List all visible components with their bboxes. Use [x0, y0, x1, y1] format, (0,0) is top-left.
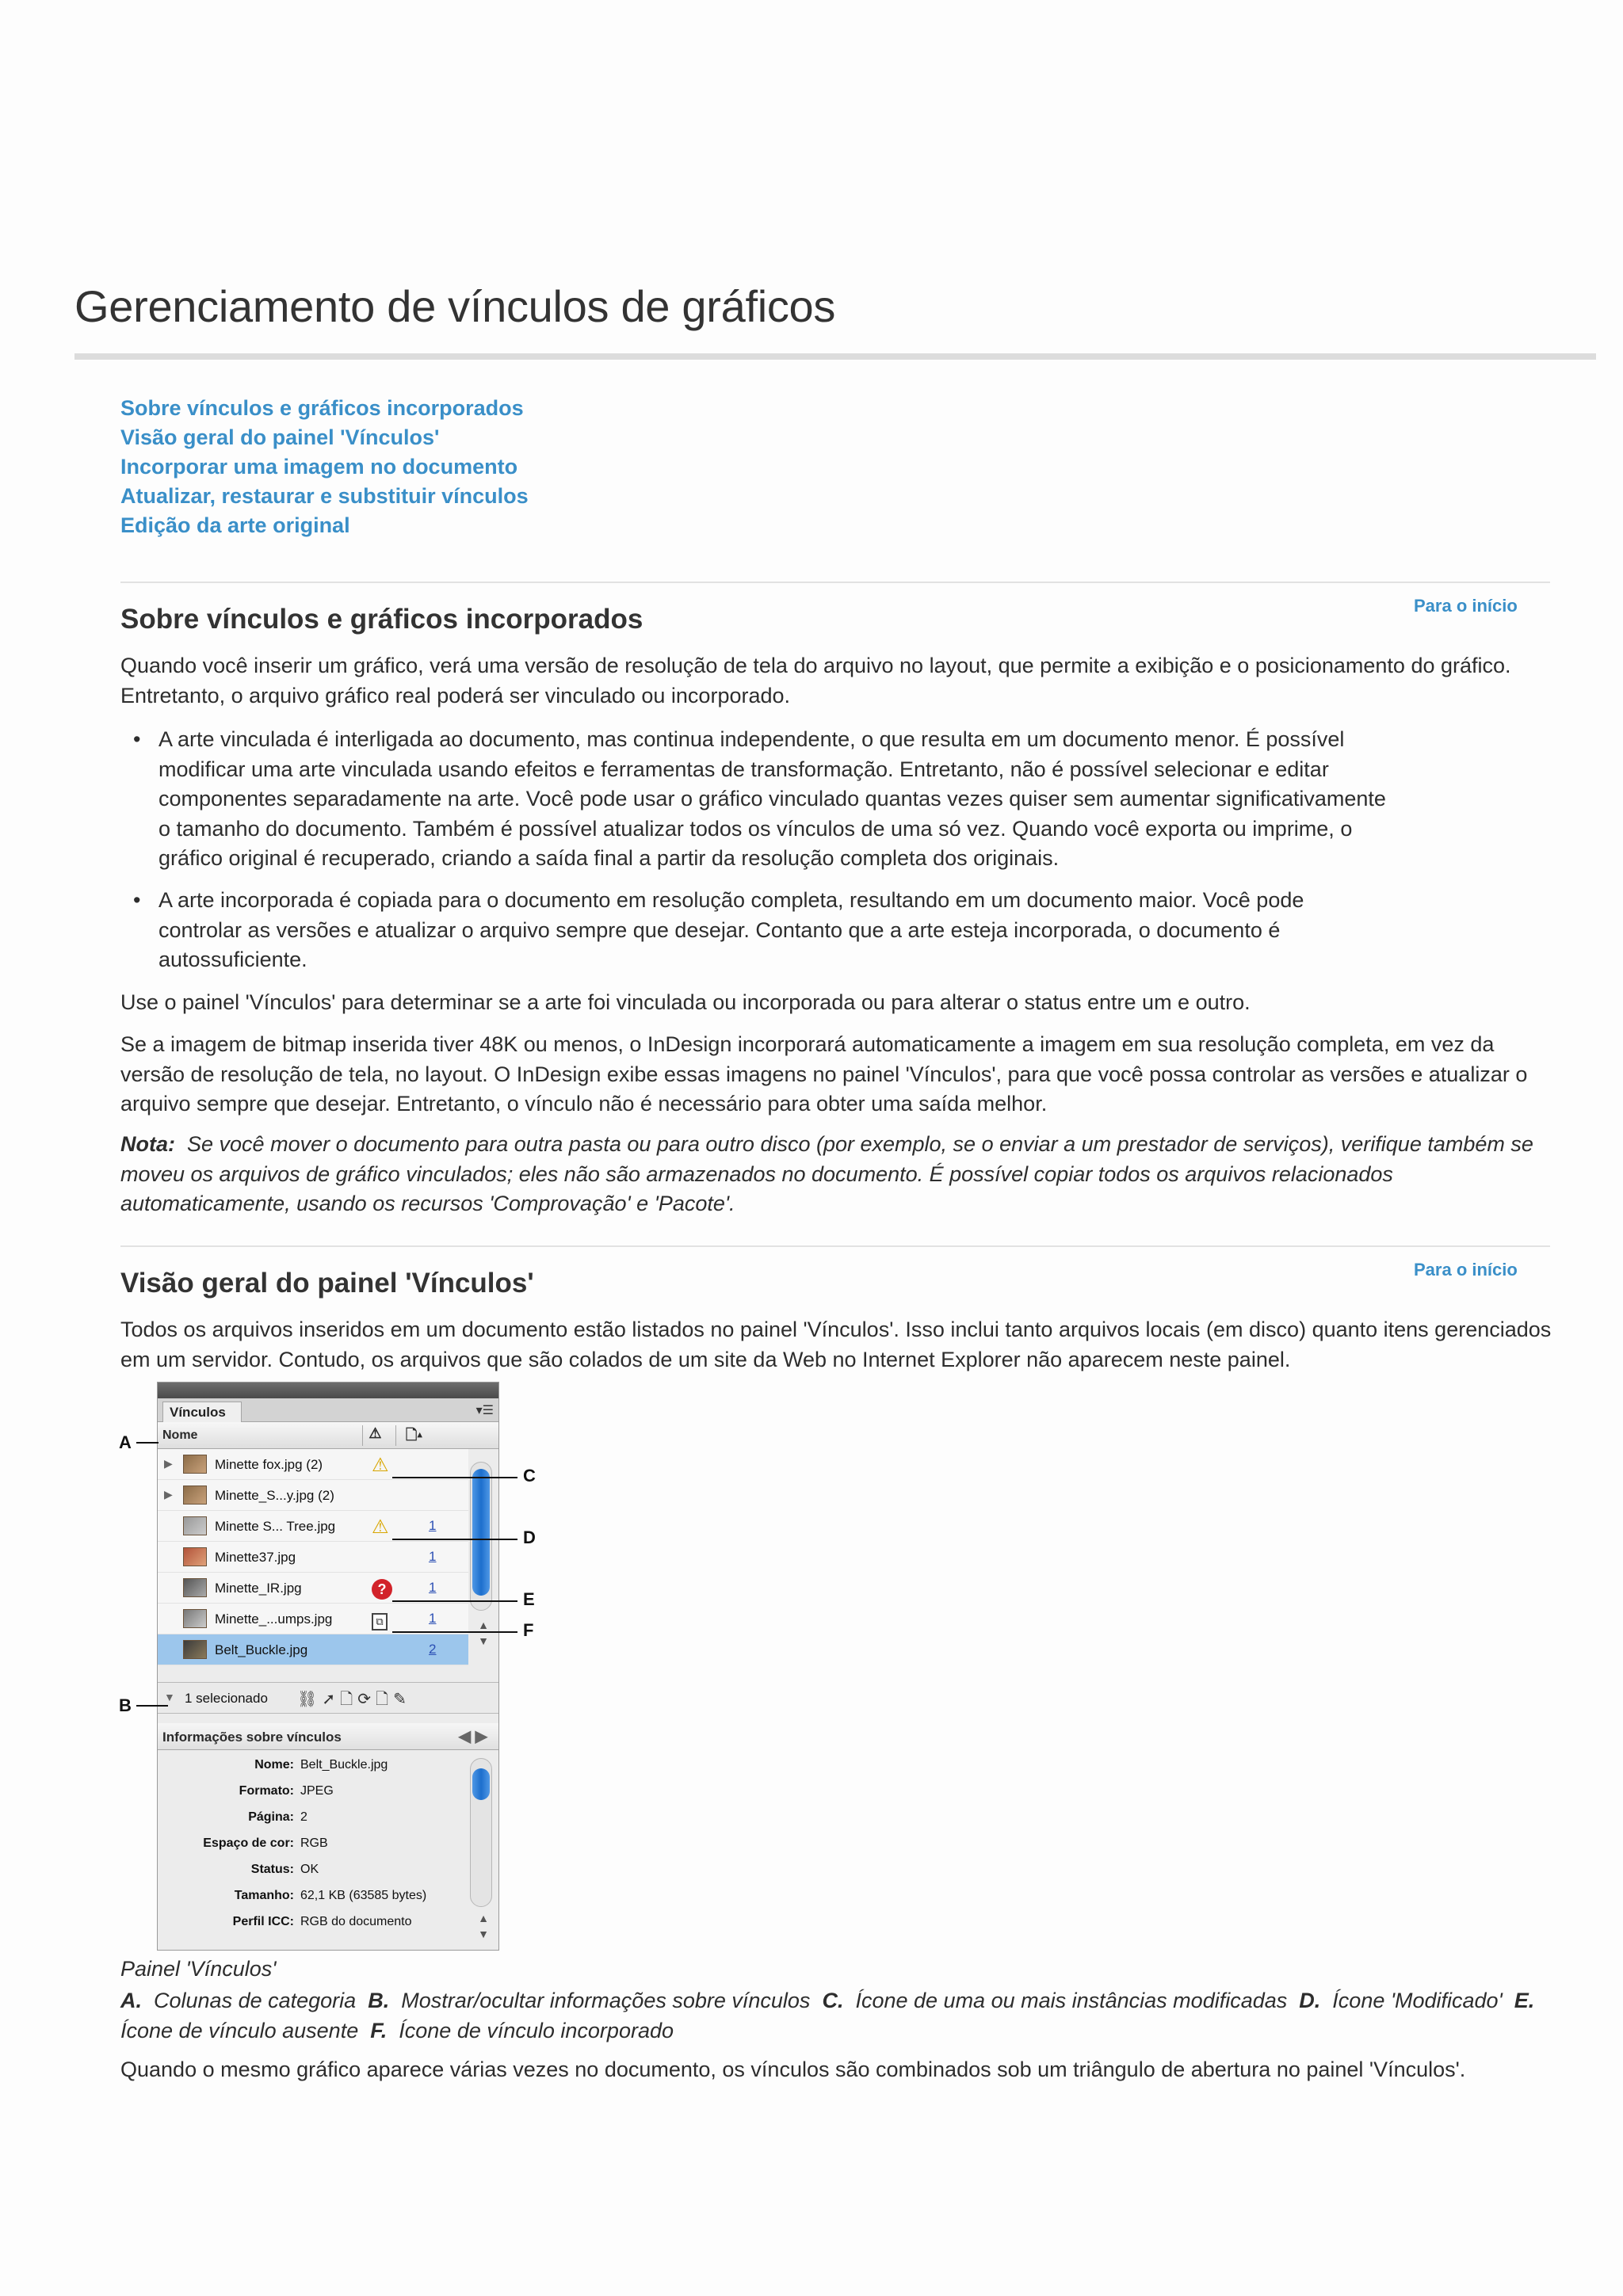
- info-nav-arrows-icon[interactable]: ◀ ▶: [458, 1728, 487, 1745]
- callout-d: D: [523, 1527, 536, 1547]
- info-line: [158, 1752, 468, 1778]
- info-value: Belt_Buckle.jpg: [300, 1758, 388, 1772]
- info-line: [158, 1804, 468, 1830]
- caption-letter: C.: [822, 1989, 844, 2012]
- panel-tab-row: [158, 1398, 498, 1422]
- note-text: Se você mover o documento para outra pasta ou para outro disco (por exemplo, se o enviar a um prestador de serviços), verifique também se moveu os arquivos de gráfico vinculados; eles não são armazenados no documento. É possível copiar todos os arquivos relacionados automaticamente, usando os recursos 'Comprovação' e 'Pacote'.: [120, 1132, 1533, 1215]
- panel-titlebar: [158, 1383, 498, 1398]
- missing-link-icon: ?: [372, 1577, 392, 1600]
- callout-line: [392, 1600, 517, 1602]
- callout-e: E: [523, 1589, 535, 1609]
- thumbnail: [183, 1609, 207, 1628]
- disclosure-triangle-icon[interactable]: ▶: [164, 1457, 173, 1470]
- toc-link-panel-overview[interactable]: Visão geral do painel 'Vínculos': [120, 425, 440, 449]
- info-key: Status:: [250, 1863, 294, 1876]
- note-label: Nota:: [120, 1132, 175, 1156]
- link-info-title: Informações sobre vínculos: [162, 1730, 342, 1745]
- disclosure-triangle-icon[interactable]: ▶: [164, 1488, 173, 1501]
- caption-text: Ícone de uma ou mais instâncias modificadas: [855, 1989, 1288, 2012]
- callout-a: A: [119, 1432, 132, 1452]
- caption-text: Ícone de vínculo incorporado: [399, 2018, 674, 2042]
- link-name: Minette37.jpg: [215, 1550, 296, 1565]
- column-name[interactable]: Nome: [162, 1428, 198, 1442]
- caption-text: Colunas de categoria: [154, 1989, 357, 2012]
- thumbnail: [183, 1516, 207, 1535]
- toc-link-about-links[interactable]: Sobre vínculos e gráficos incorporados: [120, 396, 524, 420]
- table-of-contents: [120, 394, 529, 540]
- callout-line: [136, 1442, 158, 1444]
- paragraph: Se a imagem de bitmap inserida tiver 48K ou menos, o InDesign incorporará automaticamente a imagem em sua resolução completa, em vez da versão de resolução de tela, no layout. O InDesign exibe essas imagens no painel 'Vínculos', para que você possa controlar as versões e atualizar o arquivo sempre que desejar. Entretanto, o vínculo não é necessário para obter uma saída melhor.: [120, 1032, 1528, 1116]
- page-title: Gerenciamento de vínculos de gráficos: [74, 281, 836, 331]
- info-value: RGB do documento: [300, 1915, 412, 1928]
- bullet-dot: •: [133, 727, 141, 751]
- link-info-header: [158, 1723, 498, 1750]
- thumbnail: [183, 1486, 207, 1505]
- info-line: [158, 1830, 468, 1856]
- links-panel-figure: [119, 1382, 547, 1951]
- page-link[interactable]: 1: [429, 1549, 437, 1564]
- table-row[interactable]: [158, 1573, 468, 1604]
- link-name: Belt_Buckle.jpg: [215, 1642, 308, 1657]
- page-link[interactable]: 1: [429, 1518, 437, 1533]
- link-info-body: [158, 1752, 468, 1935]
- caption-letter: B.: [368, 1989, 390, 2012]
- info-key: Formato:: [239, 1784, 294, 1798]
- callout-c: C: [523, 1466, 536, 1486]
- info-key: Tamanho:: [234, 1889, 294, 1902]
- info-line: [158, 1778, 468, 1804]
- table-row[interactable]: [158, 1604, 468, 1634]
- panel-menu-icon[interactable]: ▾☰: [475, 1404, 494, 1417]
- toc-link-edit-original[interactable]: Edição da arte original: [120, 513, 350, 537]
- list-item: [120, 725, 1388, 874]
- back-to-top-link[interactable]: Para o início: [1414, 1260, 1518, 1280]
- info-line: [158, 1856, 468, 1882]
- figure-caption-title: Painel 'Vínculos': [120, 1957, 277, 1981]
- links-panel: [157, 1382, 499, 1951]
- info-value: 2: [300, 1810, 307, 1824]
- bullet-dot: •: [133, 888, 141, 912]
- caption-text: Mostrar/ocultar informações sobre vínculos: [401, 1989, 811, 2012]
- page-column-icon[interactable]: 🗋▴: [395, 1425, 432, 1446]
- back-to-top-link[interactable]: Para o início: [1414, 596, 1518, 616]
- info-line: [158, 1909, 468, 1935]
- section-divider: [120, 582, 1550, 583]
- section-heading-about-links: Sobre vínculos e gráficos incorporados: [120, 604, 643, 635]
- paragraph: Quando você inserir um gráfico, verá uma versão de resolução de tela do arquivo no layout, que permite a exibição e o posicionamento do gráfico. Entretanto, o arquivo gráfico real poderá ser vinculado ou incorporado.: [120, 654, 1511, 707]
- info-value: OK: [300, 1863, 319, 1876]
- caption-letter: A.: [120, 1989, 142, 2012]
- toc-link-update-links[interactable]: Atualizar, restaurar e substituir vínculos: [120, 484, 529, 508]
- list-item: [120, 886, 1388, 975]
- section-divider: [120, 1245, 1550, 1247]
- paragraph: Todos os arquivos inseridos em um documento estão listados no painel 'Vínculos'. Isso inclui tanto arquivos locais (em disco) quanto itens gerenciados em um servidor. Contudo, os arquivos que são colados de um site da Web no Internet Explorer não aparecem neste painel.: [120, 1318, 1552, 1371]
- info-key: Nome:: [254, 1758, 294, 1772]
- list-item-text: A arte incorporada é copiada para o documento em resolução completa, resultando em um documento maior. Você pode controlar as versões e atualizar o arquivo sempre que desejar. Contanto que a arte esteja incorporada, o documento é autossuficiente.: [158, 888, 1304, 971]
- toggle-info-icon[interactable]: ▼: [164, 1691, 175, 1703]
- panel-status-row: [158, 1682, 498, 1714]
- page-link[interactable]: 1: [429, 1580, 437, 1595]
- callout-b: B: [119, 1695, 132, 1715]
- info-scrollbar[interactable]: [470, 1758, 492, 1907]
- toc-link-embed-image[interactable]: Incorporar uma imagem no documento: [120, 455, 518, 479]
- callout-line: [392, 1477, 517, 1478]
- link-name: Minette_...umps.jpg: [215, 1611, 333, 1627]
- scroll-arrows[interactable]: ▲ ▼: [478, 1619, 489, 1647]
- link-name: Minette_IR.jpg: [215, 1581, 302, 1596]
- list-scrollbar[interactable]: [470, 1462, 492, 1611]
- figure-caption: [120, 1986, 1555, 2046]
- link-name: Minette S... Tree.jpg: [215, 1519, 336, 1534]
- callout-line: [136, 1705, 168, 1707]
- caption-letter: E.: [1514, 1989, 1535, 2012]
- table-row[interactable]: [158, 1634, 468, 1665]
- info-value: JPEG: [300, 1784, 334, 1798]
- callout-f: F: [523, 1620, 534, 1640]
- panel-tab-links[interactable]: Vínculos: [162, 1402, 242, 1422]
- paragraph: Use o painel 'Vínculos' para determinar se a arte foi vinculada ou incorporada ou para alterar o status entre um e outro.: [120, 990, 1251, 1014]
- table-row[interactable]: [158, 1542, 468, 1573]
- info-line: [158, 1882, 468, 1909]
- column-header: [158, 1422, 498, 1449]
- link-name: Minette fox.jpg (2): [215, 1457, 323, 1472]
- scrollbar-thumb[interactable]: [472, 1768, 490, 1800]
- page-link[interactable]: 2: [429, 1642, 437, 1657]
- list-item-text: A arte vinculada é interligada ao documento, mas continua independente, o que resulta em um documento menor. É possível modificar uma arte vinculada usando efeitos e ferramentas de transformação. Entretanto, não é possível selecionar e editar componentes separadamente na arte. Você pode usar o gráfico vinculado quantas vezes quiser sem aumentar significativamente o tamanho do documento. Também é possível atualizar todos os vínculos de uma só vez. Quando você exporta ou imprime, o gráfico original é recuperado, criando a saída final a partir da resolução completa dos originais.: [158, 727, 1386, 870]
- info-key: Página:: [248, 1810, 294, 1824]
- callout-line: [392, 1539, 517, 1540]
- callout-line: [392, 1631, 517, 1633]
- page-link[interactable]: 1: [429, 1611, 437, 1626]
- scrollbar-thumb[interactable]: [472, 1469, 490, 1596]
- link-name: Minette_S...y.jpg (2): [215, 1488, 334, 1503]
- caption-text: Ícone 'Modificado': [1332, 1989, 1503, 2012]
- caption-letter: D.: [1299, 1989, 1321, 2012]
- info-value: 62,1 KB (63585 bytes): [300, 1889, 427, 1902]
- embedded-link-icon: ⧉: [372, 1608, 388, 1630]
- info-key: Espaço de cor:: [203, 1836, 294, 1850]
- note: [120, 1130, 1555, 1219]
- info-key: Perfil ICC:: [232, 1915, 294, 1928]
- panel-tool-icons[interactable]: ⛓➚🗋⟳🗋✎: [297, 1691, 411, 1708]
- table-row[interactable]: [158, 1511, 468, 1542]
- table-row[interactable]: [158, 1480, 468, 1511]
- selection-status: 1 selecionado: [185, 1691, 268, 1706]
- table-row[interactable]: [158, 1449, 468, 1480]
- scroll-arrows[interactable]: ▲ ▼: [478, 1912, 489, 1940]
- thumbnail: [183, 1455, 207, 1474]
- section-heading-panel-overview: Visão geral do painel 'Vínculos': [120, 1268, 534, 1299]
- caption-letter: F.: [370, 2018, 388, 2042]
- paragraph: Quando o mesmo gráfico aparece várias vezes no documento, os vínculos são combinados sob um triângulo de abertura no painel 'Vínculos'.: [120, 2058, 1466, 2081]
- thumbnail: [183, 1547, 207, 1566]
- thumbnail: [183, 1578, 207, 1597]
- warning-icon: ⚠: [372, 1455, 389, 1476]
- warning-icon: ⚠: [372, 1516, 389, 1538]
- title-divider: [74, 353, 1596, 360]
- info-value: RGB: [300, 1836, 328, 1850]
- caption-text: Ícone de vínculo ausente: [120, 2018, 359, 2042]
- status-column-icon[interactable]: ⚠: [362, 1425, 388, 1446]
- links-list: [158, 1449, 468, 1665]
- thumbnail: [183, 1640, 207, 1659]
